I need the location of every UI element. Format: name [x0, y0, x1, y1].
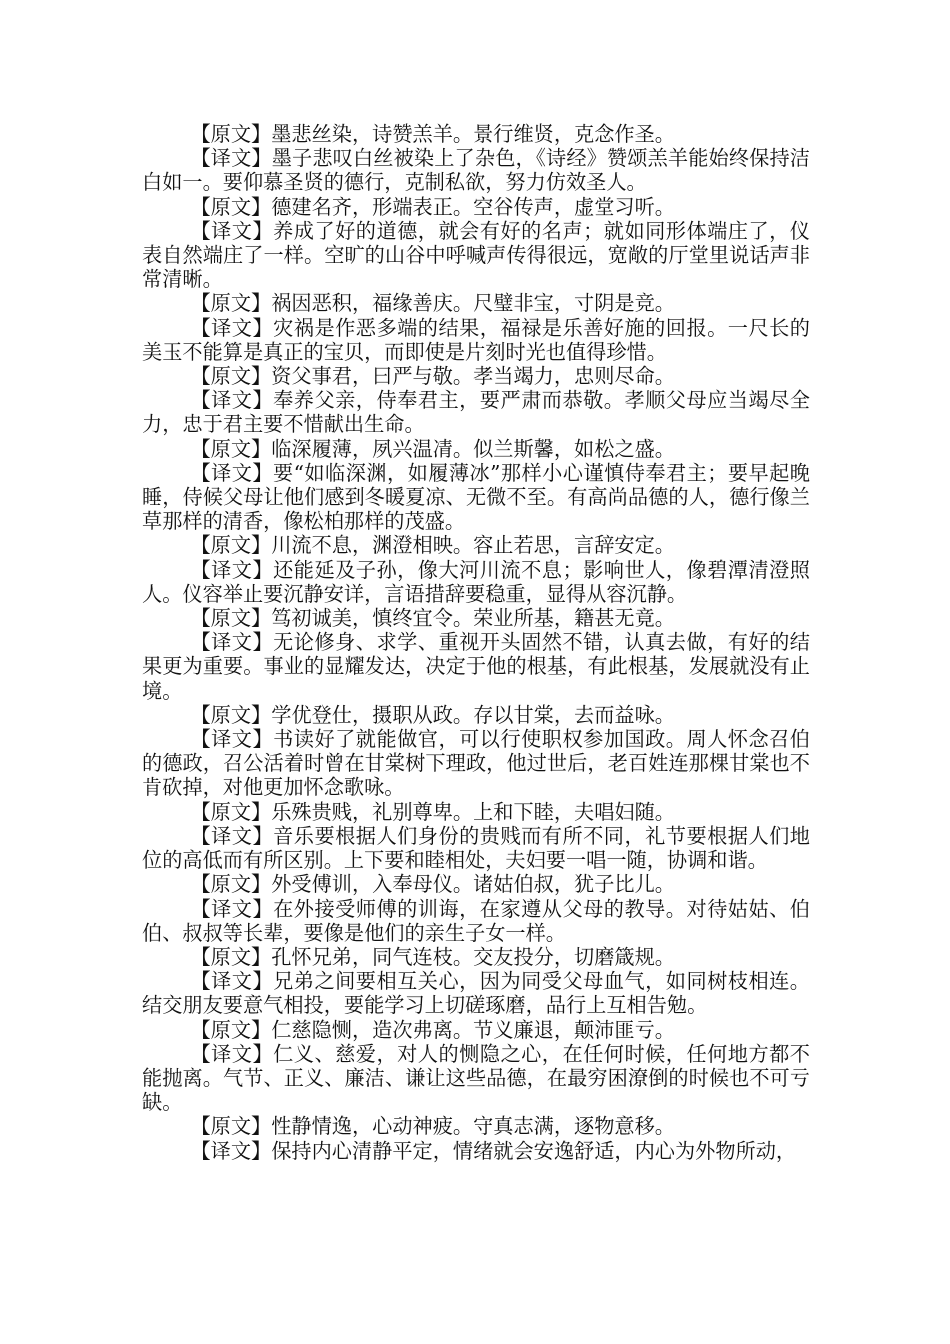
- paragraph-translation: [142, 727, 810, 800]
- paragraph-translation: [142, 219, 810, 292]
- original-tag: 【原文】: [190, 436, 272, 461]
- paragraph-text: 奉养父亲，侍奉君主，要严肃而恭敬。孝顺父母应当竭尽全力，忠于君主要不惜献出生命。: [142, 388, 810, 437]
- paragraph-text: 祸因恶积，福缘善庆。尺璧非宝，寸阴是竞。: [271, 291, 675, 316]
- original-tag: 【原文】: [190, 122, 272, 146]
- paragraph-text: 资父事君，曰严与敬。孝当竭力，忠则尽命。: [271, 364, 675, 389]
- translation-tag: 【译文】: [190, 969, 274, 994]
- paragraph-text: 性静情逸，心动神疲。守真志满，逐物意移。: [271, 1114, 675, 1139]
- original-tag: 【原文】: [190, 1114, 272, 1139]
- paragraph-original: [142, 1018, 810, 1042]
- paragraph-original: [142, 606, 810, 630]
- paragraph-text: 还能延及子孙，像大河川流不息；影响世人，像碧潭清澄照人。仪容举止要沉静安详，言语措辞要稳重，显得从容沉静。: [142, 557, 810, 606]
- paragraph-text: 在外接受师傅的训诲，在家遵从父母的教导。对待姑姑、伯伯、叔叔等长辈，要像是他们的亲生子女一样。: [142, 896, 810, 945]
- translation-tag: 【译文】: [190, 1138, 272, 1163]
- paragraph-text: 兄弟之间要相互关心，因为同受父母血气，如同树枝相连。结交朋友要意气相投，要能学习上切磋琢磨，品行上互相告勉。: [142, 969, 810, 1018]
- paragraph-translation: [142, 1042, 810, 1115]
- paragraph-original: [142, 945, 810, 969]
- paragraph-text: 要“如临深渊，如履薄冰”那样小心谨慎侍奉君主；要早起晚睡，侍候父母让他们感到冬暖夏凉、无微不至。有高尚品德的人，德行像兰草那样的清香，像松柏那样的茂盛。: [142, 460, 810, 534]
- translation-tag: 【译文】: [190, 896, 274, 921]
- paragraph-translation: [142, 388, 810, 436]
- paragraph-translation: [142, 146, 810, 194]
- paragraph-original: [142, 437, 810, 461]
- translation-tag: 【译文】: [190, 557, 274, 582]
- paragraph-text: 临深履薄，夙兴温凊。似兰斯馨，如松之盛。: [271, 436, 675, 461]
- paragraph-original: [142, 703, 810, 727]
- translation-tag: 【译文】: [190, 630, 274, 655]
- translation-tag: 【译文】: [190, 460, 274, 485]
- original-tag: 【原文】: [190, 291, 272, 316]
- translation-tag: 【译文】: [190, 146, 272, 171]
- original-tag: 【原文】: [190, 872, 272, 897]
- translation-tag: 【译文】: [190, 1041, 274, 1066]
- paragraph-text: 孔怀兄弟，同气连枝。交友投分，切磨箴规。: [271, 944, 675, 969]
- paragraph-translation: [142, 824, 810, 872]
- paragraph-original: [142, 122, 810, 146]
- original-tag: 【原文】: [190, 1017, 272, 1042]
- paragraph-translation: [142, 897, 810, 945]
- paragraph-original: [142, 533, 810, 557]
- paragraph-translation: [142, 969, 810, 1017]
- original-tag: 【原文】: [190, 702, 272, 727]
- translation-tag: 【译文】: [190, 218, 274, 243]
- original-tag: 【原文】: [190, 533, 272, 558]
- paragraph-text: 墨子悲叹白丝被染上了杂色，《诗经》赞颂羔羊能始终保持洁白如一。要仰慕圣贤的德行，克制私欲，努力仿效圣人。: [142, 146, 810, 195]
- paragraph-text: 仁义、慈爱，对人的恻隐之心，在任何时候，任何地方都不能抛离。气节、正义、廉洁、谦让这些品德，在最穷困潦倒的时候也不可亏缺。: [142, 1041, 810, 1115]
- paragraph-text: 灾祸是作恶多端的结果，福禄是乐善好施的回报。一尺长的美玉不能算是真正的宝贝，而即使是片刻时光也值得珍惜。: [142, 315, 810, 364]
- paragraph-translation: [142, 558, 810, 606]
- paragraph-text: 仁慈隐恻，造次弗离。节义廉退，颠沛匪亏。: [271, 1017, 675, 1042]
- paragraph-text: 川流不息，渊澄相映。容止若思，言辞安定。: [271, 533, 675, 558]
- paragraph-original: [142, 291, 810, 315]
- paragraph-text: 书读好了就能做官，可以行使职权参加国政。周人怀念召伯的德政，召公活着时曾在甘棠树下理政，他过世后，老百姓连那棵甘棠也不肯砍掉，对他更加怀念歌咏。: [142, 727, 810, 800]
- paragraph-text: 无论修身、求学、重视开头固然不错，认真去做，有好的结果更为重要。事业的显耀发达，决定于他的根基，有此根基，发展就没有止境。: [142, 630, 810, 703]
- translation-tag: 【译文】: [190, 727, 274, 752]
- paragraph-text: 乐殊贵贱，礼别尊卑。上和下睦，夫唱妇随。: [271, 799, 675, 824]
- paragraph-text: 保持内心清静平定，情绪就会安逸舒适，内心为外物所动，: [271, 1138, 797, 1163]
- translation-tag: 【译文】: [190, 823, 274, 848]
- paragraph-text: 学优登仕，摄职从政。存以甘棠，去而益咏。: [271, 702, 675, 727]
- paragraph-translation: [142, 316, 810, 364]
- paragraph-original: [142, 195, 810, 219]
- paragraph-original: [142, 800, 810, 824]
- paragraph-original: [142, 1114, 810, 1138]
- paragraph-text: 音乐要根据人们身份的贵贱而有所不同，礼节要根据人们地位的高低而有所区别。上下要和睦相处，夫妇要一唱一随，协调和谐。: [142, 823, 810, 873]
- document-page: [142, 122, 810, 1163]
- paragraph-text: 墨悲丝染，诗赞羔羊。景行维贤，克念作圣。: [271, 122, 675, 146]
- translation-tag: 【译文】: [190, 388, 274, 413]
- paragraph-text: 外受傅训，入奉母仪。诸姑伯叔，犹子比儿。: [271, 872, 675, 897]
- original-tag: 【原文】: [190, 606, 272, 631]
- original-tag: 【原文】: [190, 799, 272, 824]
- paragraph-text: 养成了好的道德，就会有好的名声；就如同形体端庄了，仪表自然端庄了一样。空旷的山谷中呼喊声传得很远，宽敞的厅堂里说话声非常清晰。: [142, 218, 810, 292]
- translation-tag: 【译文】: [190, 315, 274, 340]
- paragraph-text: 笃初诚美，慎终宜令。荣业所基，籍甚无竟。: [271, 606, 675, 631]
- original-tag: 【原文】: [190, 364, 272, 389]
- paragraph-original: [142, 364, 810, 388]
- original-tag: 【原文】: [190, 194, 272, 219]
- paragraph-translation: [142, 630, 810, 703]
- paragraph-text: 德建名齐，形端表正。空谷传声，虚堂习听。: [271, 194, 675, 219]
- original-tag: 【原文】: [190, 944, 272, 969]
- paragraph-translation: [142, 1139, 810, 1163]
- paragraph-translation: [142, 461, 810, 534]
- paragraph-original: [142, 872, 810, 896]
